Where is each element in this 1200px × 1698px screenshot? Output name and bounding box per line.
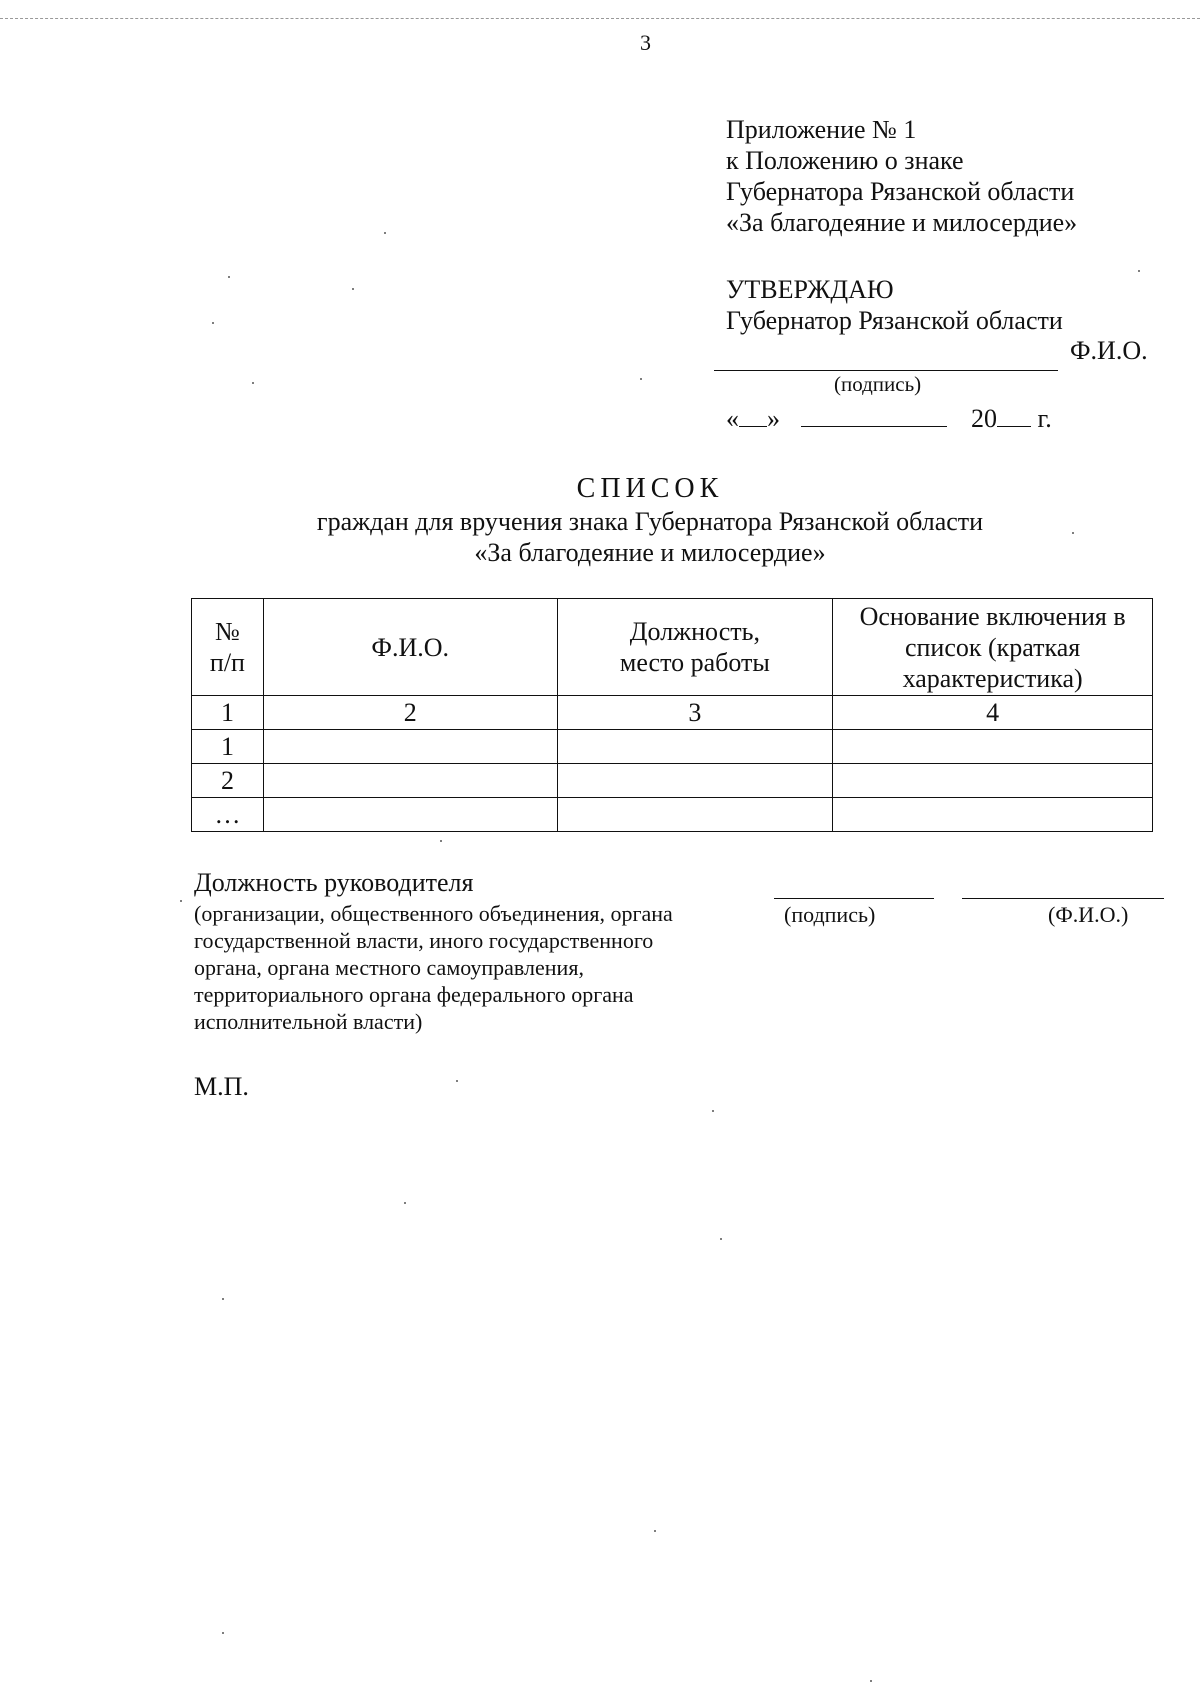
footer-fio-caption: (Ф.И.О.) <box>1048 902 1129 927</box>
head-position-description: (организации, общественного объединения, органа государственной власти, иного государственного органа, органа местного самоуправления, территориального органа федерального органа исполнительной власти) <box>194 901 673 1034</box>
date-quote-open: « <box>726 404 739 433</box>
approval-fio: Ф.И.О. <box>1070 336 1148 365</box>
table-cell: 4 <box>833 696 1153 730</box>
table-cell <box>833 798 1153 832</box>
table-cell <box>833 730 1153 764</box>
date-day-blank <box>739 404 767 427</box>
page-number: 3 <box>640 30 651 55</box>
scan-speck <box>252 382 254 384</box>
stamp-placeholder: М.П. <box>194 1072 249 1101</box>
date-quote-close: » <box>767 404 780 433</box>
table-cell <box>263 764 557 798</box>
scan-speck <box>352 288 354 290</box>
document-subtitle-2: «За благодеяние и милосердие» <box>474 538 826 567</box>
footer-fio-line <box>962 898 1164 899</box>
head-position-label: Должность руководителя <box>194 868 474 897</box>
footer-signature-line <box>774 898 934 899</box>
table-cell: 1 <box>192 730 264 764</box>
scan-speck <box>1072 532 1074 534</box>
table-header-row <box>192 599 1153 696</box>
approval-position: Губернатор Рязанской области <box>726 306 1063 335</box>
header-position: Должность, место работы <box>557 599 833 696</box>
scan-speck <box>440 840 442 842</box>
date-suffix: г. <box>1037 404 1052 433</box>
scan-speck <box>1138 270 1140 272</box>
scan-speck <box>870 1680 872 1682</box>
table-row <box>192 764 1153 798</box>
scan-speck <box>456 1080 458 1082</box>
scan-speck <box>228 276 230 278</box>
approval-signature-caption: (подпись) <box>834 372 922 396</box>
approval-date <box>726 404 1052 434</box>
approval-title: УТВЕРЖДАЮ <box>726 275 894 304</box>
date-year-blank <box>997 404 1031 427</box>
scan-speck <box>222 1298 224 1300</box>
appendix-block <box>726 114 1077 238</box>
table-row <box>192 798 1153 832</box>
document-subtitle-1: граждан для вручения знака Губернатора Рязанской области <box>316 507 984 536</box>
date-month-blank <box>801 404 947 427</box>
table-numbering-row <box>192 696 1153 730</box>
table-cell <box>833 764 1153 798</box>
date-year-prefix: 20 <box>971 404 997 433</box>
scan-speck <box>404 1202 406 1204</box>
table-cell: 3 <box>557 696 833 730</box>
scan-speck <box>180 900 182 902</box>
header-number: № п/п <box>192 599 264 696</box>
document-heading <box>225 472 1075 568</box>
approval-block <box>726 274 1063 336</box>
footer-signature-caption: (подпись) <box>784 902 876 927</box>
table-row <box>192 730 1153 764</box>
appendix-line-1: Приложение № 1 <box>726 115 917 144</box>
scan-speck <box>720 1238 722 1240</box>
appendix-line-4: «За благодеяние и милосердие» <box>726 208 1078 237</box>
table-cell <box>263 730 557 764</box>
table-cell <box>557 764 833 798</box>
scan-speck <box>654 1530 656 1532</box>
table-cell <box>557 730 833 764</box>
table-cell: 2 <box>192 764 264 798</box>
scan-speck <box>222 1632 224 1634</box>
appendix-line-2: к Положению о знаке <box>726 146 964 175</box>
scan-speck <box>712 1110 714 1112</box>
citizens-table <box>191 598 1153 832</box>
appendix-line-3: Губернатора Рязанской области <box>726 177 1075 206</box>
document-title: СПИСОК <box>576 473 724 504</box>
scan-speck <box>212 322 214 324</box>
header-fio: Ф.И.О. <box>263 599 557 696</box>
header-basis: Основание включения в список (краткая характеристика) <box>833 599 1153 696</box>
scan-top-line <box>0 18 1200 19</box>
table-cell: … <box>192 798 264 832</box>
table-cell <box>263 798 557 832</box>
scan-speck <box>384 232 386 234</box>
approval-signature-line <box>714 370 1058 371</box>
table-cell: 2 <box>263 696 557 730</box>
scan-speck <box>640 378 642 380</box>
table-cell <box>557 798 833 832</box>
table-cell: 1 <box>192 696 264 730</box>
